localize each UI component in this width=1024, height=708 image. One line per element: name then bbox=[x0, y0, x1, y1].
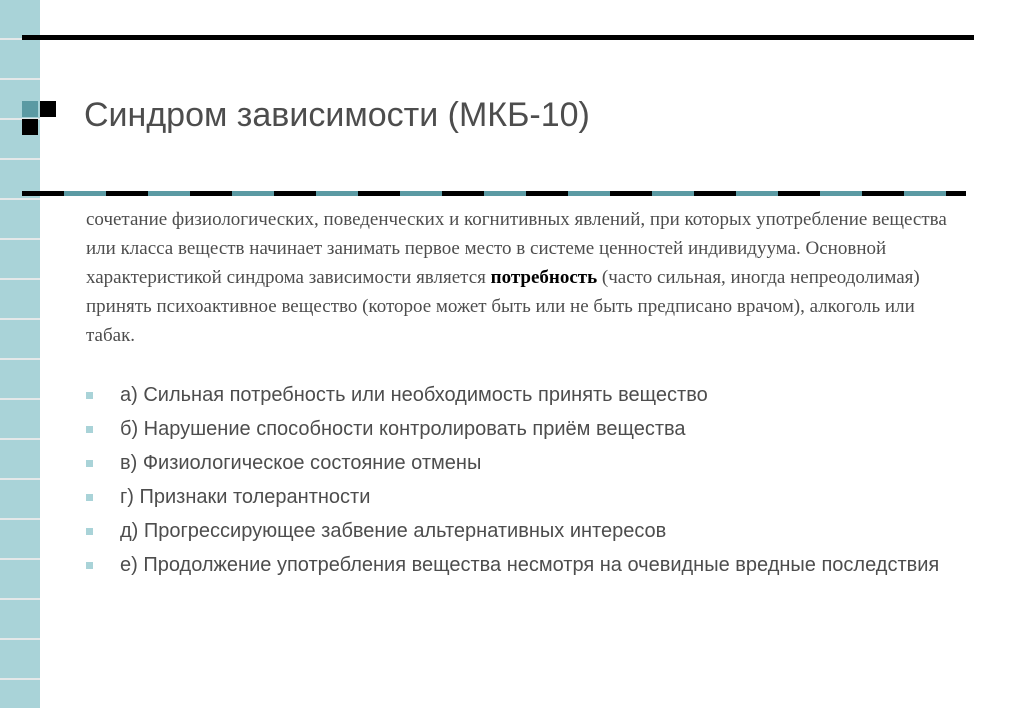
criterion-text: д) Прогрессирующее забвение альтернативных интересов bbox=[120, 520, 667, 542]
list-item bbox=[86, 416, 966, 442]
criteria-list bbox=[86, 382, 966, 586]
title-divider bbox=[22, 191, 966, 196]
square-bullet-icon bbox=[86, 494, 93, 501]
slide-title: Синдром зависимости (МКБ-10) bbox=[84, 96, 590, 134]
square-bullet-icon bbox=[86, 528, 93, 535]
checkered-square-icon bbox=[22, 101, 58, 137]
square-bullet-icon bbox=[86, 460, 93, 467]
criterion-text: а) Сильная потребность или необходимость принять вещество bbox=[120, 384, 708, 406]
criterion-text: г) Признаки толерантности bbox=[120, 486, 371, 508]
criterion-text: в) Физиологическое состояние отмены bbox=[120, 452, 482, 474]
square-bullet-icon bbox=[86, 426, 93, 433]
definition-part-1: сочетание физиологических, поведенческих и когнитивных явлений, при которых употребление вещества или класса веществ начинает занимать первое место в системе ценностей индивидуума. Основной характеристикой синдрома зависимости является bbox=[86, 209, 947, 288]
square-bullet-icon bbox=[86, 562, 93, 569]
list-item bbox=[86, 552, 966, 578]
top-rule bbox=[22, 35, 974, 40]
square-bullet-icon bbox=[86, 392, 93, 399]
criterion-text: б) Нарушение способности контролировать приём вещества bbox=[120, 418, 686, 440]
criterion-text: е) Продолжение употребления вещества несмотря на очевидные вредные последствия bbox=[120, 554, 940, 576]
definition-part-2: (часто сильная, иногда непреодолимая) принять психоактивное вещество (которое может быть или не быть предписано врачом), алкоголь или табак. bbox=[86, 267, 920, 346]
definition-text bbox=[86, 205, 966, 350]
list-item bbox=[86, 518, 966, 544]
list-item bbox=[86, 450, 966, 476]
list-item bbox=[86, 484, 966, 510]
definition-emphasis: потребность bbox=[490, 267, 598, 288]
list-item bbox=[86, 382, 966, 408]
